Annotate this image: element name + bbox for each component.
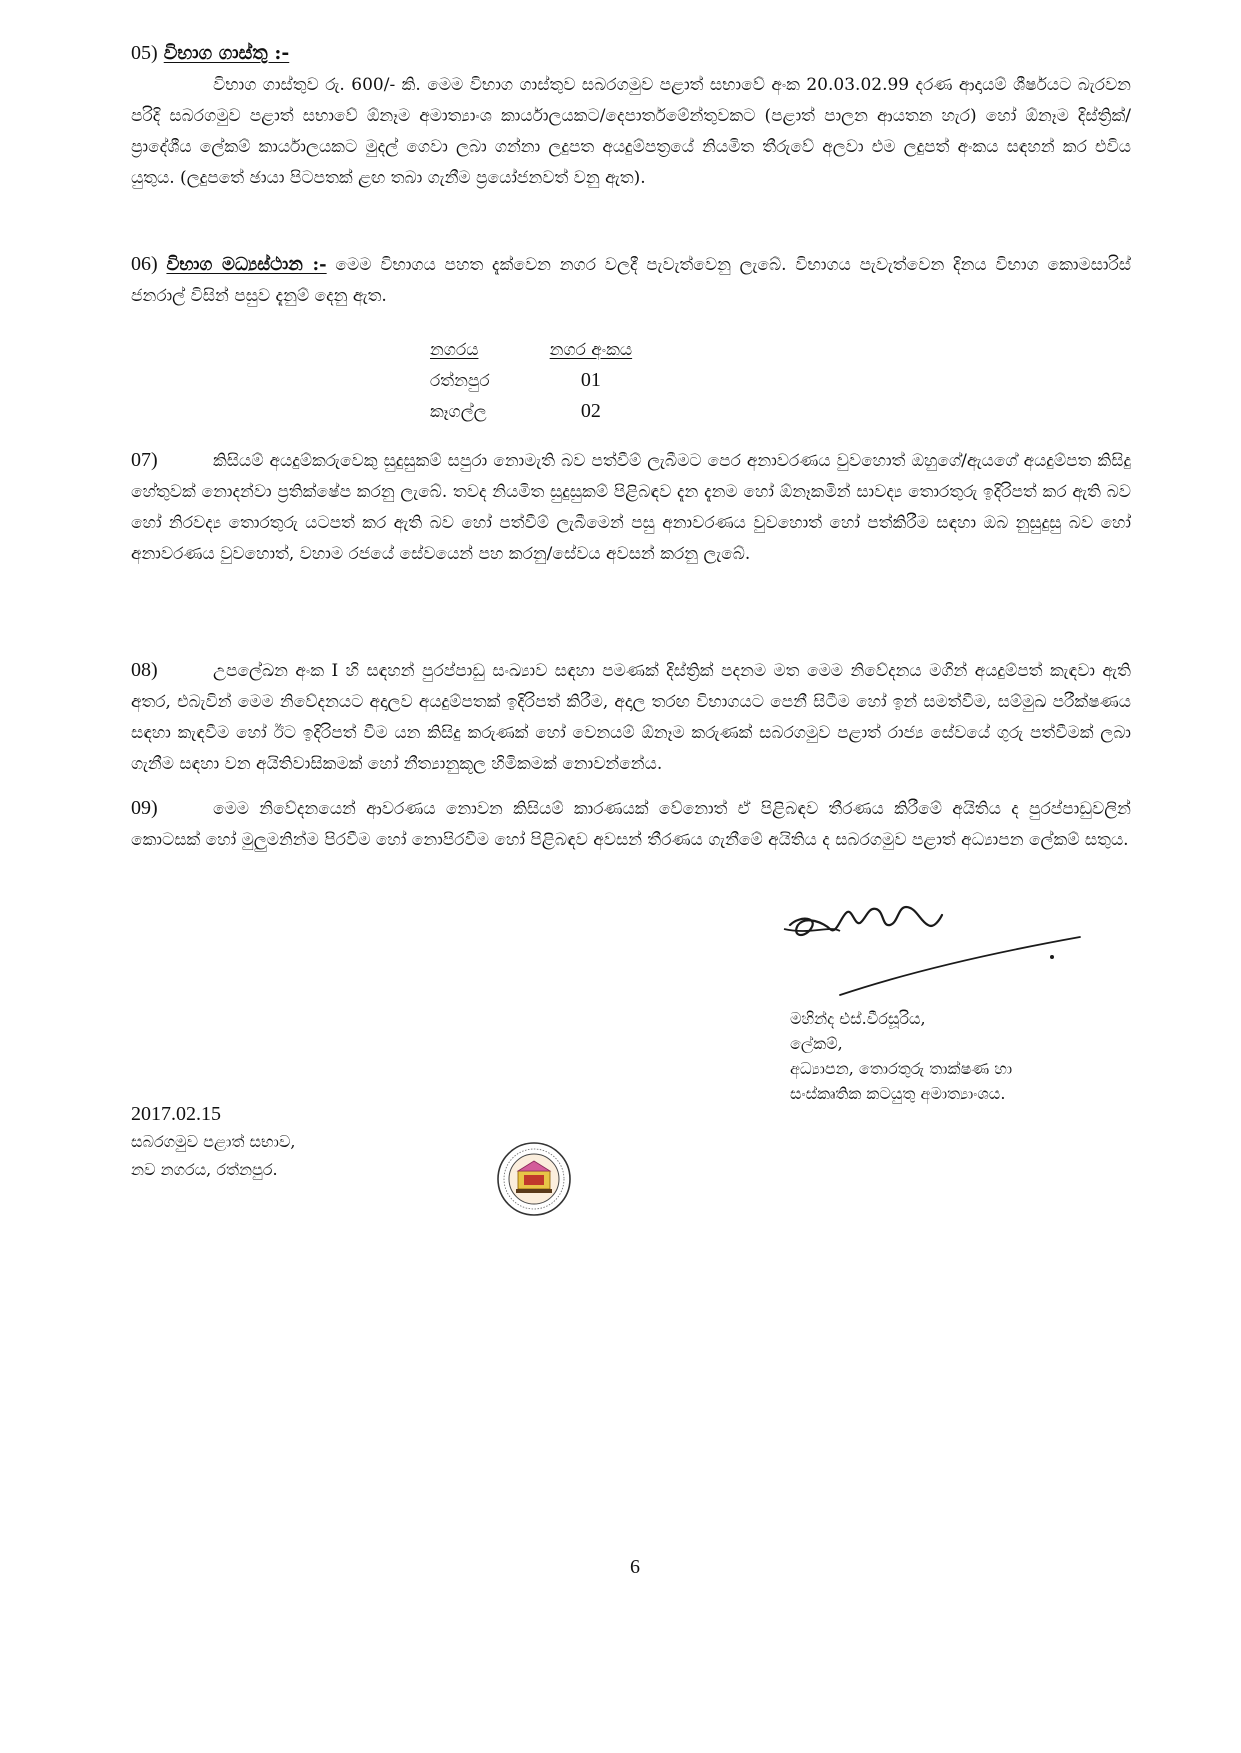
section-06-body: මෙම විභාගය පහත දැක්වෙන නගර වලදී පැවැත්වෙනු ලැබේ. විභාගය පැවැත්වෙන දිනය විභාග කොමසාරිස් ජනරාල් විසින් පසුව දැනුම් දෙනු ඇත. [131, 255, 1132, 306]
section-07-number: 07) [131, 449, 158, 471]
signature [780, 895, 1100, 1005]
section-09-body: මෙම නිවේදනයෙන් ආවරණය නොවන කිසියම් කාරණයක් වේනොත් ඒ පිළිබඳව තීරණය කිරීමේ අයිතිය ද පුරප්පාඩුවලින් කොටසක් හෝ මුලුමනින්ම පිරවීම හෝ නොපිරවීම හෝ පිළිබඳව අවසන් තීරණය ගැනීමේ අයිතිය ද සබරගමුව පළාත් අධ්‍යාපන ලේකම් සතුය. [131, 799, 1131, 850]
page-number: 6 [630, 1556, 640, 1578]
section-09-wrap [131, 793, 1131, 856]
section-05-body-wrap [131, 70, 1131, 194]
table-row [430, 366, 632, 397]
table-header-city: නගරය [430, 340, 479, 360]
table-header-code: නගර අංකය [549, 340, 633, 360]
signatory-block [790, 1006, 1012, 1106]
signatory-ministry-line1: අධ්‍යාපන, තොරතුරු තාක්ෂණ හා [790, 1059, 1013, 1078]
signatory-name: මහින්ද එස්.වීරසූරිය, [790, 1009, 926, 1028]
section-05-number: 05) [131, 42, 158, 64]
section-07-body: කිසියම් අයදුම්කරුවෙකු සුදුසුකම් සපුරා නොමැති බව පත්වීම් ලැබීමට පෙර අනාවරණය වුවහොත් ඔහුගේ/ඇයගේ අයදුම්පත කිසිදු හේතුවක් නොදන්වා ප්‍රතික්ෂේප කරනු ලැබේ. තවද නියමිත සුදුසුකම් පිළිබඳව දැන දැනම හෝ ඕනෑකමින් සාවද්‍ය තොරතුරු ඉදිරිපත් කර ඇති බව හෝ නිරවද්‍ය තොරතුරු යටපත් කර ඇති බව හෝ පත්වීම් ලැබීමෙන් පසු අනාවරණය වුවහොත් හෝ පත්කිරීම සඳහා ඔබ නුසුදුසු බව හෝ අනාවරණය වුවහොත්, වහාම රජයේ සේවයෙන් පහ කරනු/සේවය අවසන් කරනු ලැබේ. [131, 451, 1131, 564]
table-header-row [430, 338, 632, 366]
section-06-wrap [131, 249, 1131, 312]
section-06-title: විභාග මධ්‍යස්ථාන :- [166, 254, 327, 275]
section-05-body: විභාග ගාස්තුව රු. 600/- කි. මෙම විභාග ගාස්තුව සබරගමුව පළාත් සභාවේ අංක 20.03.02.99 දරණ ආදායම් ශීර්ෂයට බැරවන පරිදි සබරගමුව පළාත් සභාවේ ඕනෑම අමාත්‍යාංශ කාර්යාලයකට/දෙපාර්තමේන්තුවකට (පළාත් පාලන ආයතන හැර) හෝ ඕනෑම දිස්ත්‍රික්/ප්‍රාදේශීය ලේකම් කාර්යාලයකට මුදල් ගෙවා ලබා ගන්නා ලදුපත අයදුම්පත්‍රයේ නියමිත තීරුවේ අලවා එම ලදුපත් අංකය සඳහන් කර එවිය යුතුය. (ලදුපතේ ඡායා පිටපතක් ළඟ තබා ගැනීම ප්‍රයෝජනවත් වනු ඇත). [131, 75, 1131, 188]
section-08-wrap [131, 655, 1131, 780]
table-row [430, 397, 632, 428]
address-line1: සබරගමුව පළාත් සභාව, [131, 1132, 296, 1151]
issue-date: 2017.02.15 [131, 1103, 221, 1125]
table-cell-code: 01 [580, 369, 601, 391]
section-09-number: 09) [131, 797, 158, 819]
provincial-council-seal-icon [496, 1141, 572, 1217]
section-07-wrap [131, 445, 1131, 570]
address-line2: නව නගරය, රත්නපුර. [131, 1160, 278, 1179]
table-cell-code: 02 [580, 400, 601, 422]
signatory-title: ලේකම්, [790, 1034, 843, 1053]
table-cell-city: කෑගල්ල [430, 401, 487, 422]
signatory-ministry-line2: සංස්කෘතික කටයුතු අමාත්‍යාංශය. [790, 1084, 1006, 1103]
section-08-number: 08) [131, 659, 158, 681]
section-06-number: 06) [131, 253, 158, 275]
exam-centre-table [430, 338, 632, 428]
date-address-block [131, 1100, 295, 1184]
section-08-body: උපලේඛන අංක I හි සඳහන් පුරප්පාඩු සංඛ්‍යාව සඳහා පමණක් දිස්ත්‍රික් පදනම මත මෙම නිවේදනය මගින් අයදුම්පත් කැඳවා ඇති අතර, එබැවින් මෙම නිවේදනයට අදාලව අයදුම්පතක් ඉදිරිපත් කිරීම, අදාල තරඟ විභාගයට පෙනී සිටීම හෝ ඉන් සමත්වීම, සම්මුඛ පරීක්ෂණය සඳහා කැඳවීම හෝ ඊට ඉදිරිපත් වීම යන කිසිදු කරුණක් හෝ වෙනයම් ඕනෑම කරුණක් සබරගමුව පළාත් රාජ්‍ය සේවයේ ගුරු පත්වීමක් ලබා ගැනීම සඳහා වන අයිතිවාසිකමක් හෝ නීත්‍යානුකූල හිමිකමක් නොවන්නේය. [131, 661, 1131, 774]
table-cell-city: රත්නපුර [430, 370, 490, 391]
section-05-title: විභාග ගාස්තු :- [163, 42, 290, 64]
section-05-heading [131, 38, 289, 69]
